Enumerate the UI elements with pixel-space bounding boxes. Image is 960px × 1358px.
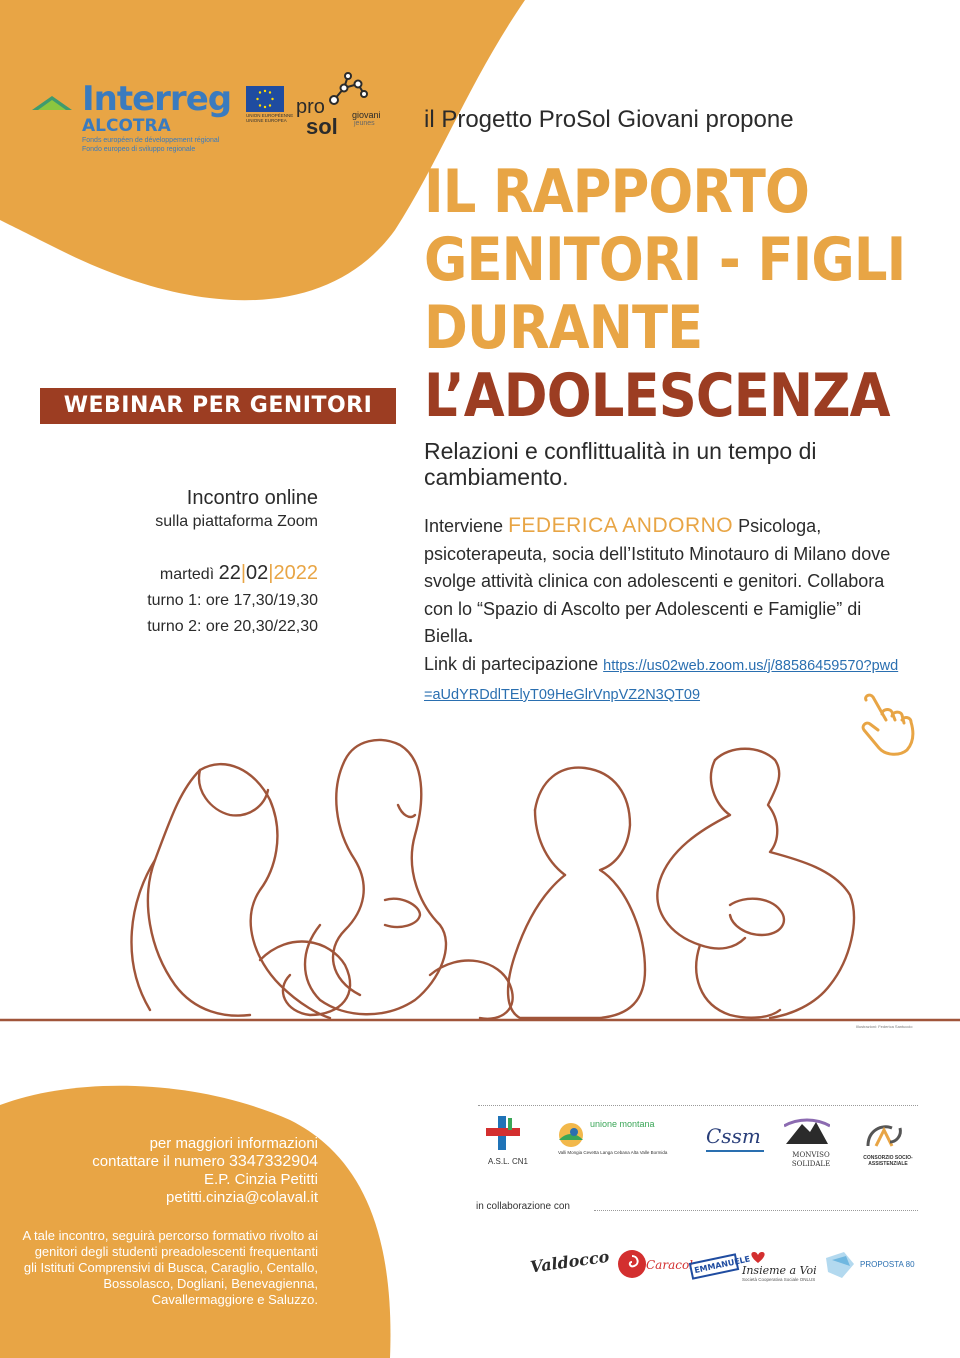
prosol-giovani: giovani [352,110,381,120]
prosol-jeunes: jeunes [354,120,375,127]
followup-text: A tale incontro, seguirà percorso formativo rivolto ai genitori degli studenti preadolescenti frequentanti gli Istituti Comprensivi di Busca, Caraglio, Centallo, Bossolasco, Dogliani, Benevagienna, Cavallermaggiore e Saluzzo. [22,1228,318,1307]
monviso-label: MONVISO SOLIDALE [791,1151,831,1168]
asl-label: A.S.L. CN1 [487,1157,528,1166]
teens-line-illustration [0,740,960,1020]
unione-label: unione montana [590,1119,655,1129]
emmanuele-logo [690,1254,751,1276]
caracol-logo [616,1246,694,1287]
event-date: martedì 22|02|2022 [159,562,318,584]
event-month: 02 [246,562,269,584]
info-line2: contattare il numero [92,1153,225,1170]
event-mode-line1: Incontro online [186,487,318,509]
valdocco-logo [529,1246,612,1277]
event-date-block [98,560,318,640]
illustration-credit: Illustrazioni: Federica Santuccio [856,1024,913,1029]
eu-label: UNION EUROPÉENNE UNIONE EUROPEA [246,113,294,123]
insieme-logo [742,1250,818,1282]
monviso-mountain-icon [784,1118,830,1146]
intro-line: il Progetto ProSol Giovani propone [424,106,794,133]
contact-info [40,1135,318,1207]
prosol-giovani-logo [296,70,396,140]
event-day: 22 [218,562,241,584]
turno-1: turno 1: ore 17,30/19,30 [147,592,318,609]
collab-divider [594,1210,918,1211]
title-line-4: L’ADOLESCENZA [424,361,890,431]
proposta80-logo [824,1250,920,1280]
speaker-bio: Psicologa, psicoterapeuta, socia dell’Istituto Minotauro di Milano dove svolge attività clinica con adolescenti e genitori. Collabora con lo “Spazio di Ascolto per Adolescenti e Famiglie” di Biella [424,516,891,646]
turno-2: turno 2: ore 20,30/22,30 [147,618,318,635]
asl-logo [478,1114,538,1166]
title-line-3: DURANTE [424,293,703,363]
speaker-bio-end: . [468,626,474,646]
event-weekday: martedì [159,566,215,583]
prosol-pro: pro [296,96,325,118]
insieme-label: Insieme a Voi [742,1264,817,1277]
fonds-it: Fondo europeo di sviluppo regionale [82,146,196,153]
interreg-wordmark: Interreg [82,79,232,119]
subtitle: Relazioni e conflittualità in un tempo di cambiamento. [424,438,817,490]
webinar-banner: WEBINAR PER GENITORI [40,388,396,424]
caracol-label: Caracol [646,1258,694,1272]
speaker-description [424,512,904,710]
cssm-logo [706,1124,768,1152]
prosol-sol: sol [306,114,338,139]
eu-flag-icon [246,86,284,112]
fonds-fr: Fonds européen de développement régional [82,137,220,144]
cssm-label: Cssm [706,1124,761,1148]
unione-sub: Valli Mongia Cevetta Langa Cebana Alta Valle Bormida [558,1150,668,1155]
info-line1: per maggiori informazioni [149,1135,318,1152]
zoom-link[interactable]: https://us02web.zoom.us/j/88586459570?pwd=aUdYRDdlTElyT09HeGlrVnpVZ2N3QT09 [424,657,899,703]
consorzio-label: CONSORZIO SOCIO-ASSISTENZIALE [863,1155,913,1167]
proposta-shape-icon [824,1250,856,1280]
alcotra-wordmark: ALCOTRA [82,116,171,136]
heart-icon [748,1250,768,1264]
speaker-name: FEDERICA ANDORNO [508,514,734,537]
consorzio-icon [862,1120,906,1150]
event-mode-line2: sulla piattaforma Zoom [155,513,318,530]
title-line-1: IL RAPPORTO [424,157,809,227]
insieme-sub: Società Cooperativa Sociale ONLUS [742,1277,816,1282]
mountain-icon [30,92,74,112]
interreg-alcotra-logo [30,79,240,154]
link-label: Link di partecipazione [424,653,599,674]
contact-email: petitti.cinzia@colaval.it [166,1189,318,1206]
valdocco-label: Valdocco [529,1246,611,1277]
asl-cross-icon [484,1114,528,1152]
monviso-logo [784,1118,838,1169]
pointing-hand-icon [852,690,922,760]
event-mode [118,485,318,533]
molecule-icon [324,70,370,108]
title-line-2: GENITORI - FIGLI [424,225,906,295]
consorzio-logo [862,1120,914,1167]
proposta-label: PROPOSTA 80 [860,1260,915,1269]
event-year: 2022 [273,562,318,584]
speaker-intro: Interviene [424,516,504,536]
bottom-orange-blob [0,1086,390,1358]
unione-montana-logo [556,1120,686,1156]
collab-label: in collaborazione con [476,1201,570,1212]
partners-divider [478,1105,918,1106]
unione-icon [556,1120,586,1150]
emmanuele-label: EMMANUELE [689,1253,739,1280]
contact-name: E.P. Cinzia Petitti [204,1171,318,1188]
phone-number: 3347332904 [229,1153,318,1170]
